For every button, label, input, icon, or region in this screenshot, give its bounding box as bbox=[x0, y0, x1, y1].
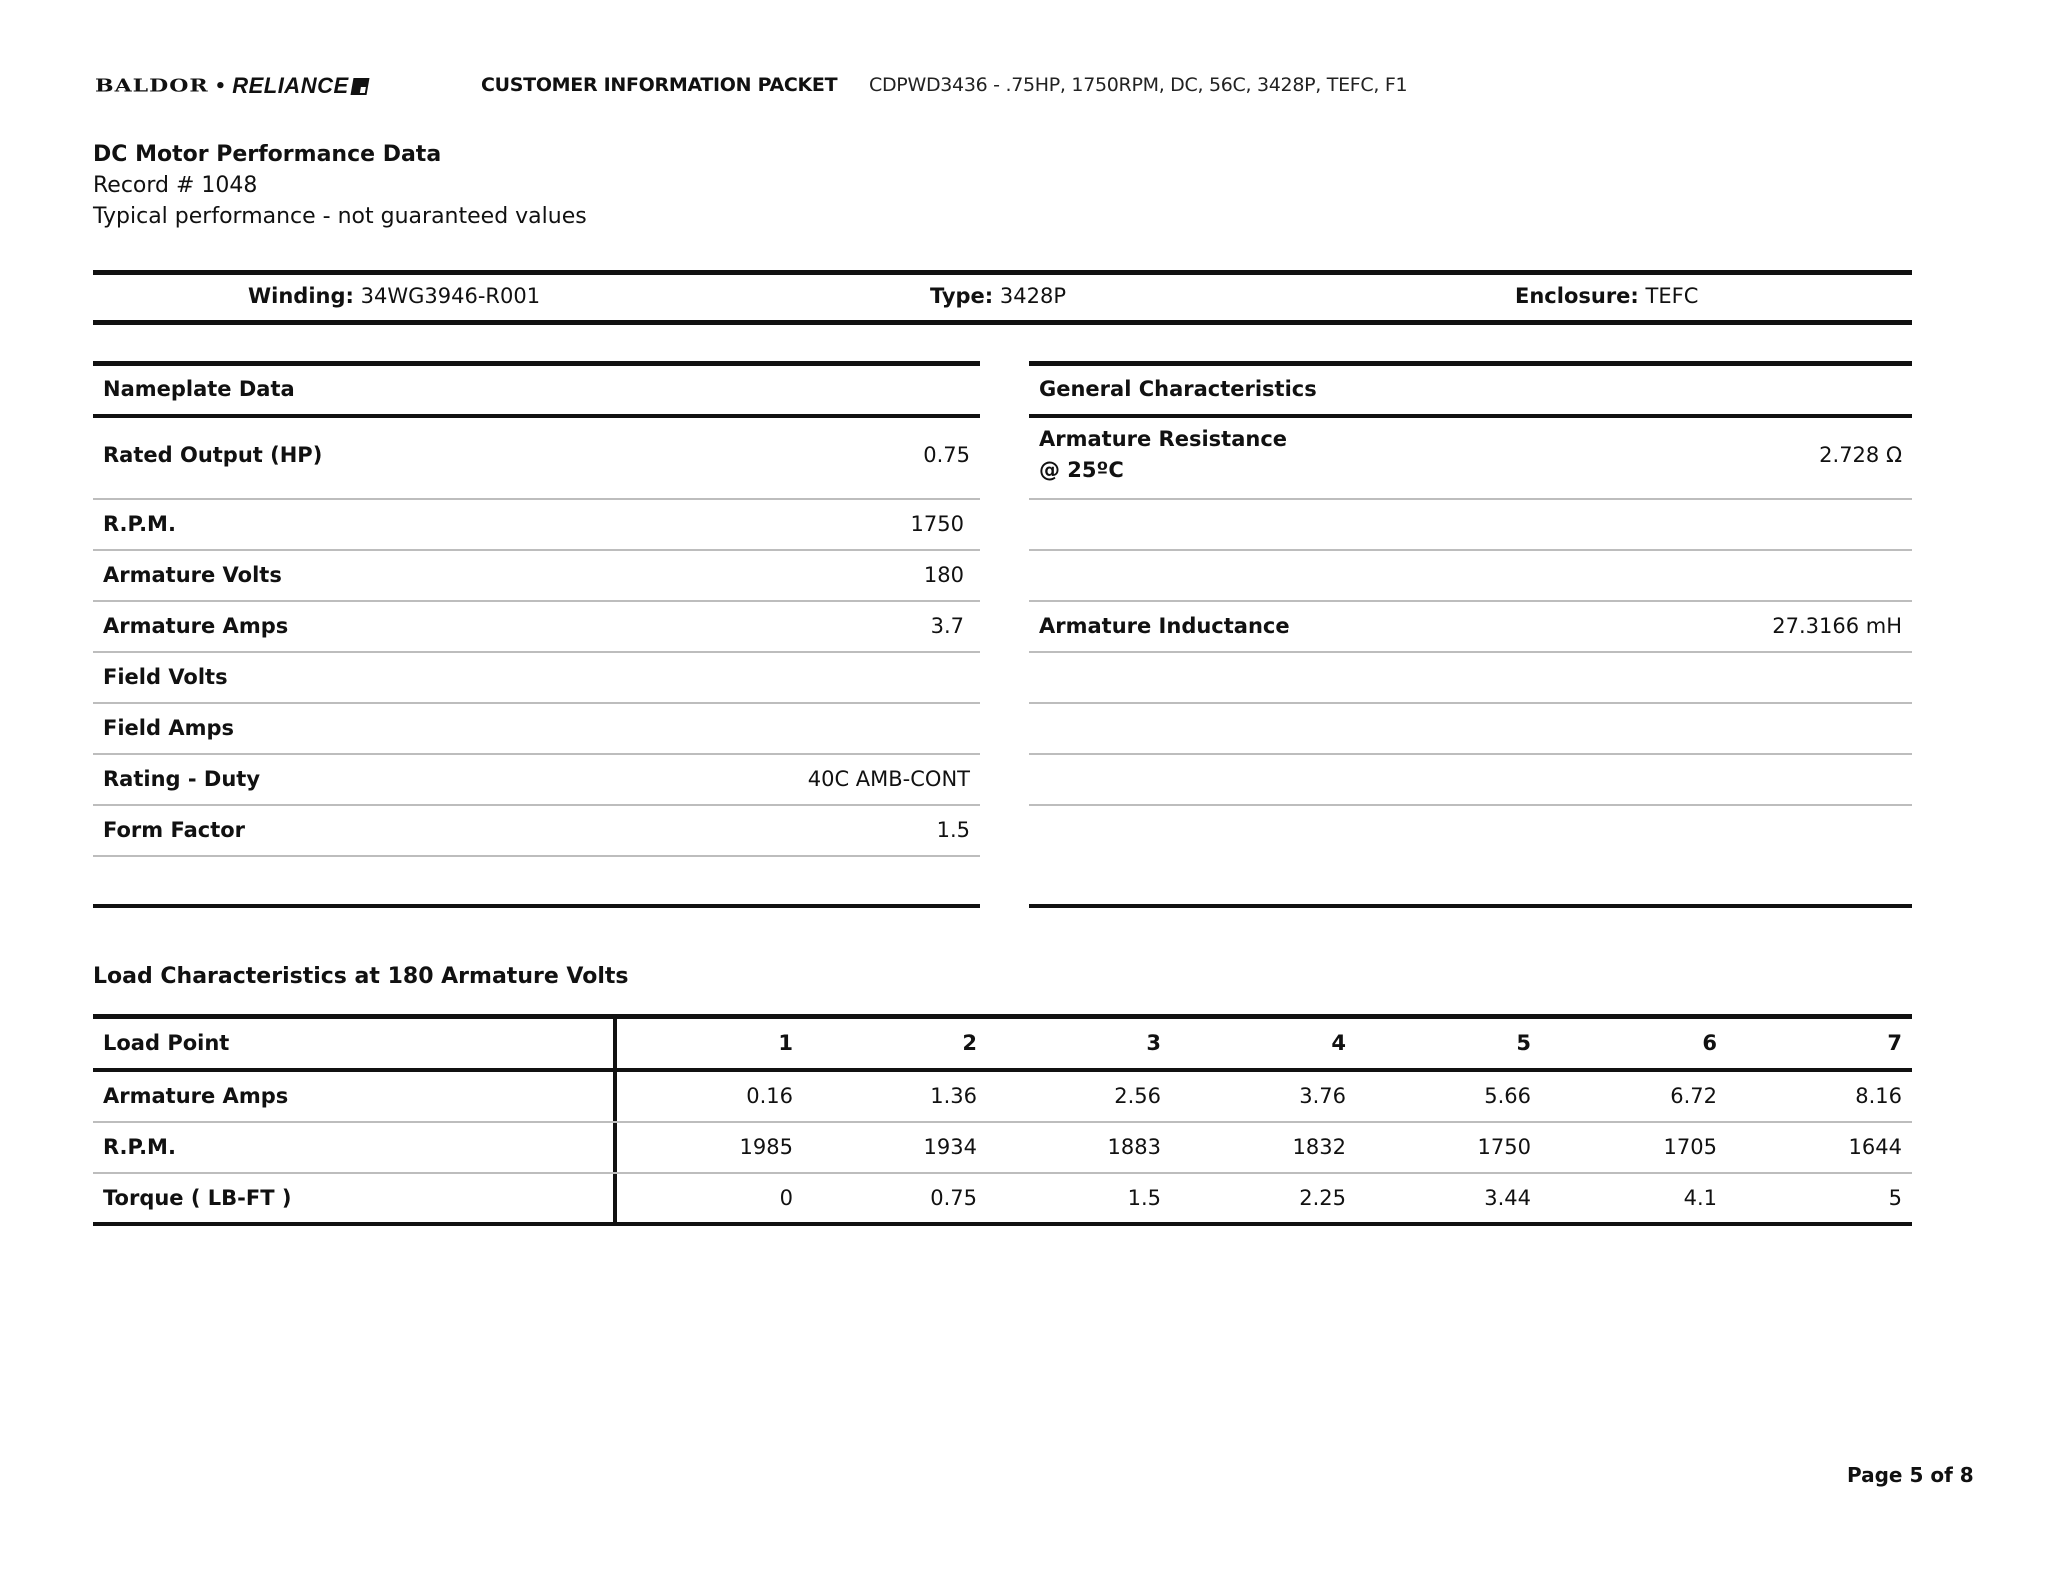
header-label: Load Point bbox=[103, 1031, 230, 1055]
table-cell: 1750 bbox=[1477, 1135, 1531, 1159]
table-cell: 1832 bbox=[1292, 1135, 1346, 1159]
divider bbox=[93, 1014, 1912, 1019]
divider bbox=[1029, 549, 1912, 551]
enclosure-field bbox=[1515, 284, 1698, 308]
general-characteristics-table bbox=[1029, 361, 1912, 911]
load-point-header: 5 bbox=[1516, 1031, 1531, 1055]
row-label: Armature Amps bbox=[103, 614, 289, 638]
winding-value: 34WG3946-R001 bbox=[360, 284, 541, 308]
divider bbox=[93, 1222, 1912, 1226]
divider bbox=[93, 1068, 1912, 1072]
load-point-header: 7 bbox=[1887, 1031, 1902, 1055]
row-value: 27.3166 mH bbox=[1772, 614, 1902, 638]
load-title: Load Characteristics at 180 Armature Volts bbox=[93, 964, 629, 989]
row-label: Armature Inductance bbox=[1039, 614, 1290, 638]
winding-field bbox=[248, 284, 540, 308]
product-code: CDPWD3436 - .75HP, 1750RPM, DC, 56C, 3428P, TEFC, F1 bbox=[869, 74, 1408, 96]
table-cell: 1934 bbox=[923, 1135, 977, 1159]
load-point-header: 6 bbox=[1702, 1031, 1717, 1055]
brand-baldor: BALDOR bbox=[95, 75, 209, 97]
row-label: Form Factor bbox=[103, 818, 246, 842]
divider bbox=[1029, 651, 1912, 653]
divider bbox=[1029, 702, 1912, 704]
row-value: 2.728 Ω bbox=[1819, 443, 1902, 467]
table-row bbox=[93, 418, 980, 498]
table-cell: 0.16 bbox=[746, 1084, 793, 1108]
row-value: 40C AMB-CONT bbox=[807, 767, 970, 791]
row-label: Field Volts bbox=[103, 665, 228, 689]
row-label: Armature Amps bbox=[103, 1084, 289, 1108]
table-cell: 1705 bbox=[1663, 1135, 1717, 1159]
row-value: 1750 bbox=[910, 512, 964, 536]
table-cell: 3.76 bbox=[1299, 1084, 1346, 1108]
record-number: Record # 1048 bbox=[93, 173, 258, 198]
table-row bbox=[93, 653, 980, 702]
table-row bbox=[1029, 418, 1912, 498]
table-row bbox=[93, 806, 980, 855]
row-label: Field Amps bbox=[103, 716, 234, 740]
divider bbox=[1029, 904, 1912, 908]
table-cell: 1985 bbox=[739, 1135, 793, 1159]
load-point-header: 3 bbox=[1146, 1031, 1161, 1055]
divider bbox=[93, 855, 980, 857]
enclosure-value: TEFC bbox=[1645, 284, 1699, 308]
row-label: Torque ( LB-FT ) bbox=[103, 1186, 292, 1210]
table-row bbox=[93, 755, 980, 804]
table-row bbox=[93, 551, 980, 600]
column-divider bbox=[613, 1014, 617, 1226]
load-point-header: 4 bbox=[1331, 1031, 1346, 1055]
type-label: Type: bbox=[930, 284, 994, 308]
table-cell: 1883 bbox=[1107, 1135, 1161, 1159]
brand-reliance: RELIANCE bbox=[232, 73, 349, 98]
row-label: Armature Resistance bbox=[1039, 427, 1288, 451]
type-value: 3428P bbox=[999, 284, 1066, 308]
table-row bbox=[93, 602, 980, 651]
table-row bbox=[93, 500, 980, 549]
divider bbox=[93, 904, 980, 908]
row-label: Rating - Duty bbox=[103, 767, 261, 791]
table-cell: 6.72 bbox=[1670, 1084, 1717, 1108]
table-cell: 0.75 bbox=[930, 1186, 977, 1210]
table-cell: 2.56 bbox=[1114, 1084, 1161, 1108]
row-value: 1.5 bbox=[936, 818, 970, 842]
row-label: Rated Output (HP) bbox=[103, 443, 323, 467]
load-point-header: 1 bbox=[778, 1031, 793, 1055]
general-title: General Characteristics bbox=[1039, 377, 1317, 401]
packet-title: CUSTOMER INFORMATION PACKET bbox=[481, 74, 838, 96]
divider bbox=[93, 1172, 1912, 1174]
reliance-mark-icon bbox=[350, 78, 369, 95]
type-field bbox=[930, 284, 1066, 308]
brand-logo bbox=[95, 72, 368, 100]
row-value: 3.7 bbox=[930, 614, 964, 638]
table-cell: 8.16 bbox=[1855, 1084, 1902, 1108]
table-cell: 4.1 bbox=[1683, 1186, 1717, 1210]
row-label: R.P.M. bbox=[103, 512, 176, 536]
page-title: DC Motor Performance Data bbox=[93, 142, 442, 167]
table-cell: 1.36 bbox=[930, 1084, 977, 1108]
winding-label: Winding: bbox=[248, 284, 354, 308]
row-label: Armature Volts bbox=[103, 563, 282, 587]
divider bbox=[1029, 753, 1912, 755]
divider bbox=[93, 270, 1912, 275]
enclosure-label: Enclosure: bbox=[1515, 284, 1639, 308]
table-row bbox=[1029, 602, 1912, 651]
divider bbox=[93, 1121, 1912, 1123]
table-cell: 5.66 bbox=[1484, 1084, 1531, 1108]
row-value: 0.75 bbox=[923, 443, 970, 467]
nameplate-data-table bbox=[93, 361, 980, 911]
winding-info-strip bbox=[93, 270, 1912, 322]
divider bbox=[93, 320, 1912, 325]
table-cell: 3.44 bbox=[1484, 1186, 1531, 1210]
brand-separator: • bbox=[214, 75, 227, 97]
table-cell: 0 bbox=[779, 1186, 793, 1210]
table-cell: 1644 bbox=[1848, 1135, 1902, 1159]
page-number: Page 5 of 8 bbox=[1847, 1463, 1974, 1487]
load-point-header: 2 bbox=[962, 1031, 977, 1055]
load-characteristics-table bbox=[93, 1014, 1912, 1226]
row-label-sub: @ 25ºC bbox=[1039, 458, 1124, 482]
divider bbox=[93, 361, 980, 366]
divider bbox=[1029, 804, 1912, 806]
row-value: 180 bbox=[923, 563, 964, 587]
divider bbox=[1029, 498, 1912, 500]
disclaimer: Typical performance - not guaranteed values bbox=[93, 204, 587, 229]
table-cell: 5 bbox=[1888, 1186, 1902, 1210]
row-label: R.P.M. bbox=[103, 1135, 176, 1159]
table-row bbox=[93, 704, 980, 753]
table-cell: 1.5 bbox=[1127, 1186, 1161, 1210]
table-cell: 2.25 bbox=[1299, 1186, 1346, 1210]
divider bbox=[1029, 361, 1912, 366]
nameplate-title: Nameplate Data bbox=[103, 377, 295, 401]
